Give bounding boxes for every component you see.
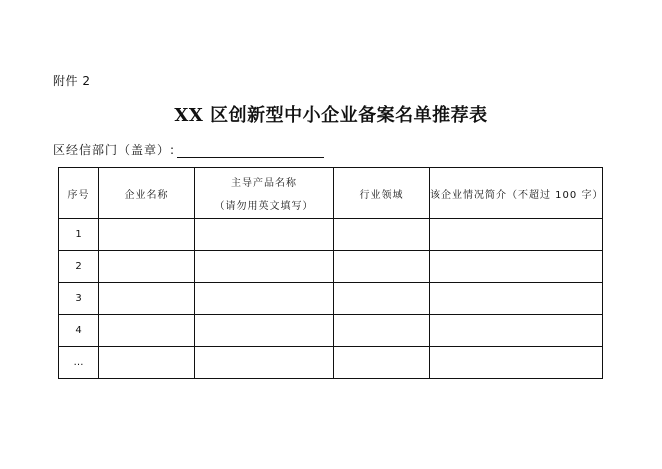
table-row [59,315,603,347]
cell-company-name[interactable] [99,315,195,347]
cell-industry[interactable] [334,347,430,379]
row-seq: … [59,347,99,379]
table-row [59,219,603,251]
cell-main-product[interactable] [195,219,334,251]
header-main-product [195,168,334,219]
header-company-name: 企业名称 [99,168,195,219]
department-row [53,141,324,158]
department-label: 区经信部门（盖章）: [53,143,176,157]
cell-company-intro[interactable] [430,219,603,251]
page-title: XX 区创新型中小企业备案名单推荐表 [174,105,488,126]
cell-industry[interactable] [334,251,430,283]
cell-company-intro[interactable] [430,283,603,315]
header-main-product-note: （请勿用英文填写） [214,201,314,212]
cell-company-name[interactable] [99,283,195,315]
table-row [59,251,603,283]
cell-industry[interactable] [334,283,430,315]
cell-main-product[interactable] [195,283,334,315]
cell-company-intro[interactable] [430,251,603,283]
cell-main-product[interactable] [195,347,334,379]
header-industry: 行业领域 [334,168,430,219]
cell-industry[interactable] [334,315,430,347]
attachment-label: 附件 2 [53,74,91,88]
row-seq: 1 [59,219,99,251]
header-main-product-label: 主导产品名称 [231,178,297,189]
row-seq: 3 [59,283,99,315]
cell-company-intro[interactable] [430,315,603,347]
cell-company-intro[interactable] [430,347,603,379]
row-seq: 2 [59,251,99,283]
row-seq: 4 [59,315,99,347]
table-row [59,347,603,379]
table-header-row [59,168,603,219]
department-field[interactable] [177,144,324,158]
table-row [59,283,603,315]
cell-company-name[interactable] [99,219,195,251]
cell-main-product[interactable] [195,251,334,283]
cell-company-name[interactable] [99,251,195,283]
recommendation-table [58,167,603,379]
cell-main-product[interactable] [195,315,334,347]
cell-company-name[interactable] [99,347,195,379]
header-company-intro: 该企业情况简介（不超过 100 字） [430,168,603,219]
cell-industry[interactable] [334,219,430,251]
header-seq: 序号 [59,168,99,219]
